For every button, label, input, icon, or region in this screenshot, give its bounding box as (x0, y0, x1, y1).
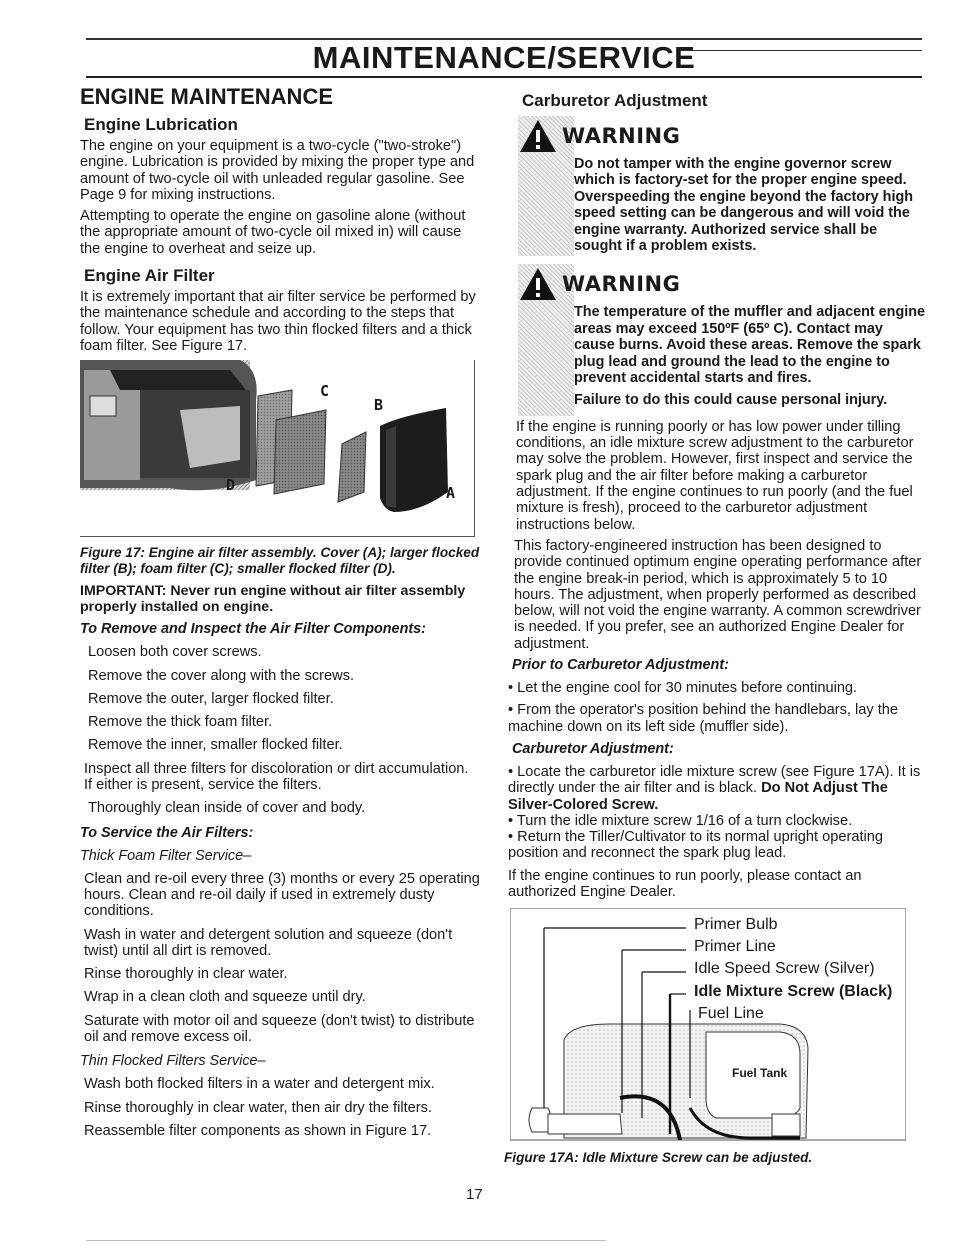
carburetor-paragraph-1: If the engine is running poorly or has low power under tilling conditions, an idle mixture screw adjustment to the carburetor may solve the problem. However, first inspect and service the spark plug and the air filter before making a carburetor adjustment. If the engine continues to run poorly (and the fuel mixture is fresh), proceed to the carburetor adjustment instructions below. (516, 418, 914, 533)
important-notice: IMPORTANT: Never run engine without air filter assembly properly installed on engine. (80, 583, 466, 616)
figure-17-label-d: D (226, 476, 236, 495)
label-fuel-tank: Fuel Tank (732, 1066, 788, 1081)
adjustment-bullet-1 (508, 764, 926, 813)
warning-triangle-icon (518, 118, 558, 154)
remove-step-2: Remove the cover along with the screws. (88, 667, 355, 684)
adjustment-bullet-3: • Return the Tiller/Cultivator to its normal upright operating position and reconnect the spark plug lead. (508, 829, 883, 862)
footer-rule (86, 1240, 606, 1241)
foam-step-4: Wrap in a clean cloth and squeeze until dry. (84, 989, 366, 1006)
remove-inspect-heading: To Remove and Inspect the Air Filter Components: (80, 621, 426, 638)
engine-air-filter-heading: Engine Air Filter (84, 266, 215, 286)
warning-box-muffler (508, 264, 926, 408)
flocked-step-2: Rinse thoroughly in clear water, then air dry the filters. (84, 1099, 432, 1116)
carburetor-paragraph-3: If the engine continues to run poorly, please contact an authorized Engine Dealer. (508, 867, 862, 900)
carburetor-adjustment-heading: Carburetor Adjustment (522, 91, 708, 110)
flocked-filter-service-heading: Thin Flocked Filters Service– (80, 1053, 266, 1070)
adjustment-bullet-2: • Turn the idle mixture screw 1/16 of a turn clockwise. (508, 812, 853, 829)
warning-box-governor (508, 116, 926, 254)
prior-bullet-2: • From the operator's position behind the handlebars, lay the machine down on its left side (muffler side). (508, 702, 898, 735)
remove-step-4: Remove the thick foam filter. (88, 714, 273, 731)
label-fuel-line: Fuel Line (698, 1005, 764, 1023)
warning-governor-text: Do not tamper with the engine governor screw which is factory-set for the proper engine speed. Overspeeding the engine beyond the factory high speed setting can be dangerous and will void the engine warranty. Authorized service shall be sought if a problem exists. (574, 156, 914, 255)
figure-17-label-c: C (320, 382, 330, 401)
foam-filter-service-heading: Thick Foam Filter Service– (80, 847, 252, 864)
foam-step-3: Rinse thoroughly in clear water. (84, 966, 288, 983)
figure-17a-carburetor-illustration (510, 908, 906, 1144)
prior-bullet-1: • Let the engine cool for 30 minutes before continuing. (508, 680, 858, 697)
remove-step-7: Thoroughly clean inside of cover and body. (88, 800, 366, 817)
header-rule-bottom (86, 76, 922, 78)
flocked-step-3: Reassemble filter components as shown in Figure 17. (84, 1122, 432, 1139)
label-primer-bulb: Primer Bulb (694, 916, 778, 934)
right-column (504, 90, 926, 1166)
warning-injury-text: Failure to do this could cause personal injury. (574, 392, 888, 409)
remove-step-5: Remove the inner, smaller flocked filter. (88, 737, 343, 754)
adjustment-heading: Carburetor Adjustment: (512, 740, 674, 757)
air-filter-paragraph: It is extremely important that air filter service be performed by the maintenance schedule and according to the steps that follow. Your equipment has two thin flocked filters and a thick foam filter. See Figure 17. (80, 289, 476, 354)
engine-lubrication-heading: Engine Lubrication (84, 115, 238, 134)
do-not-adjust-silver-screw: Do Not Adjust The Silver-Colored Screw. (508, 780, 888, 813)
adjustment-bullet-1-text: • Locate the carburetor idle mixture screw (see Figure 17A). It is directly under the air filter and is black. (508, 763, 921, 797)
air-filter-drawing (80, 360, 474, 536)
remove-step-6: Inspect all three filters for discoloration or dirt accumulation. If either is present, service the filters. (84, 760, 469, 794)
left-column (80, 84, 480, 1146)
label-primer-line: Primer Line (694, 938, 776, 956)
warning-muffler-text: The temperature of the muffler and adjacent engine areas may exceed 150ºF (65º C). Contact may cause burns. Avoid these areas. Remove the spark plug lead and ground the lead to the engine to prevent accidental starts and fires. (574, 304, 926, 387)
flocked-step-1: Wash both flocked filters in a water and detergent mix. (84, 1076, 435, 1093)
figure-17-label-b: B (374, 396, 384, 415)
page-title: MAINTENANCE/SERVICE (312, 40, 696, 75)
prior-adjustment-heading: Prior to Carburetor Adjustment: (512, 657, 729, 674)
lubrication-paragraph-1: The engine on your equipment is a two-cycle ("two-stroke") engine. Lubrication is provided by mixing the proper type and amount of two-cycle oil with unleaded regular gasoline. See Page 9 for mixing instructions. (80, 138, 475, 203)
figure-17-caption: Figure 17: Engine air filter assembly. Cover (A); larger flocked filter (B); foam filter (C); smaller flocked filter (D). (80, 545, 480, 577)
page-number: 17 (466, 1186, 483, 1203)
figure-17a-caption: Figure 17A: Idle Mixture Screw can be adjusted. (504, 1150, 813, 1166)
figure-17-air-filter-illustration (80, 360, 475, 537)
foam-step-1: Clean and re-oil every three (3) months or every 25 operating hours. Clean and re-oil daily if used in extremely dusty conditions. (84, 870, 480, 920)
remove-step-1: Loosen both cover screws. (88, 644, 262, 661)
label-idle-speed-screw: Idle Speed Screw (Silver) (694, 960, 875, 978)
foam-step-2: Wash in water and detergent solution and squeeze (don't twist) until all dirt is removed. (84, 926, 453, 959)
warning-label: WARNING (562, 272, 681, 297)
lubrication-paragraph-2: Attempting to operate the engine on gasoline alone (without the appropriate amount of two-cycle oil mixed in) will cause the engine to overheat and seize up. (80, 208, 466, 257)
figure-17-label-a: A (446, 484, 456, 503)
foam-step-5: Saturate with motor oil and squeeze (don't twist) to distribute oil and remove excess oil. (84, 1012, 475, 1046)
label-idle-mixture-screw: Idle Mixture Screw (Black) (694, 983, 893, 1001)
service-filters-heading: To Service the Air Filters: (80, 824, 254, 841)
remove-step-3: Remove the outer, larger flocked filter. (88, 690, 334, 707)
warning-label: WARNING (562, 124, 681, 148)
carburetor-paragraph-2: This factory-engineered instruction has been designed to provide continued optimum engine operating performance after the engine break-in period, which is approximately 5 to 10 hours. The adjustment, when properly performed as described below, will not void the engine warranty. A common screwdriver is needed. If you prefer, see an authorized Engine Dealer for adjustment. (514, 537, 922, 652)
warning-triangle-icon (518, 266, 558, 302)
engine-maintenance-heading: ENGINE MAINTENANCE (80, 84, 334, 109)
